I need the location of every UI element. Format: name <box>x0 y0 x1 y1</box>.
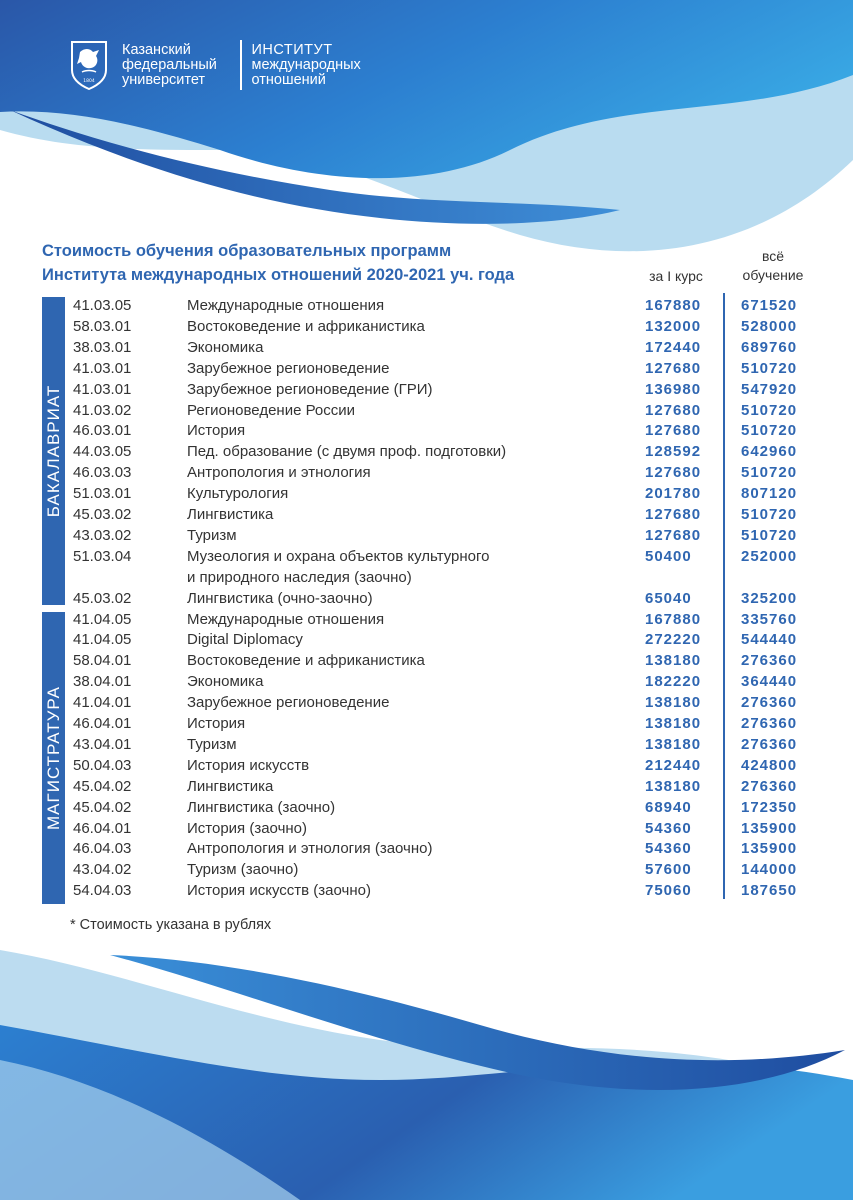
program-name: Пед. образование (с двумя проф. подготовки) <box>187 443 507 461</box>
price-total: 187650 <box>741 882 798 900</box>
university-name <box>122 43 234 88</box>
price-total: 510720 <box>741 422 798 440</box>
footnote: * Стоимость указана в рублях <box>70 917 272 933</box>
price-per-year: 167880 <box>645 610 702 628</box>
program-code: 45.04.02 <box>73 798 132 816</box>
program-code: 50.04.03 <box>73 756 132 774</box>
price-per-year: 128592 <box>645 443 702 461</box>
price-total: 276360 <box>741 715 798 732</box>
program-name: Туризм <box>187 735 237 753</box>
program-name: История (заочно) <box>187 819 307 837</box>
program-code: 41.03.01 <box>73 359 132 377</box>
program-name: Востоковедение и африканистика <box>187 652 425 670</box>
institute-line-3: отношений <box>251 71 326 88</box>
program-code: 46.03.01 <box>73 422 132 440</box>
institute-line-1: ИНСТИТУТ <box>251 41 333 58</box>
price-total: 325200 <box>741 589 798 607</box>
program-name: Регионоведение России <box>187 401 356 419</box>
program-code: 38.03.01 <box>73 338 132 356</box>
price-per-year: 136980 <box>645 380 702 398</box>
program-code: 46.04.03 <box>73 840 132 858</box>
price-per-year: 138180 <box>645 694 702 712</box>
price-total: 671520 <box>741 297 798 314</box>
price-per-year: 127680 <box>645 526 702 544</box>
price-total: 135900 <box>741 840 798 858</box>
section-master-label: МАГИСТРАТУРА <box>43 686 63 830</box>
university-line-3: университет <box>122 71 206 88</box>
program-code: 41.04.05 <box>73 610 132 628</box>
program-code: 43.04.02 <box>73 861 132 879</box>
price-per-year: 127680 <box>645 464 702 482</box>
bottom-wave-background <box>0 930 853 1200</box>
price-total: 172350 <box>741 798 798 816</box>
price-per-year: 201780 <box>645 485 702 503</box>
program-name <box>187 547 490 589</box>
price-per-year: 172440 <box>645 338 702 356</box>
price-per-year: 132000 <box>645 317 702 335</box>
program-name: Международные отношения <box>187 610 385 628</box>
program-code: 43.03.02 <box>73 526 132 544</box>
price-total: 335760 <box>741 610 798 628</box>
institute-name <box>252 43 361 88</box>
program-code: 45.03.02 <box>73 506 132 523</box>
price-per-year: 54360 <box>645 819 692 837</box>
program-code: 41.03.02 <box>73 401 132 419</box>
title-line-2: Института международных отношений 2020-2021 уч. года <box>42 266 515 284</box>
price-per-year: 182220 <box>645 673 702 691</box>
program-name: История искусств (заочно) <box>187 882 371 900</box>
price-total: 544440 <box>741 631 798 649</box>
price-per-year: 57600 <box>645 861 692 879</box>
header-divider <box>240 40 242 90</box>
program-name: Лингвистика <box>187 506 274 523</box>
program-code: 45.03.02 <box>73 589 132 607</box>
price-per-year: 127680 <box>645 422 702 440</box>
price-total: 276360 <box>741 777 798 795</box>
column-header-total-line-1: всё <box>761 248 785 264</box>
price-column-divider <box>723 293 725 899</box>
price-per-year: 75060 <box>645 882 692 900</box>
program-code: 51.03.04 <box>73 547 132 565</box>
price-per-year: 138180 <box>645 652 702 670</box>
price-per-year: 138180 <box>645 735 702 753</box>
program-name: Антропология и этнология (заочно) <box>187 840 433 858</box>
program-code: 41.03.05 <box>73 297 132 314</box>
university-line-2: федеральный <box>122 56 217 73</box>
program-code: 41.04.01 <box>73 694 132 712</box>
program-code: 46.04.01 <box>73 715 132 732</box>
program-name: Антропология и этнология <box>187 464 371 482</box>
price-per-year: 138180 <box>645 715 702 732</box>
program-name: Экономика <box>187 673 264 691</box>
price-total: 807120 <box>741 485 798 503</box>
price-per-year: 212440 <box>645 756 702 774</box>
program-name: Туризм (заочно) <box>187 861 299 879</box>
program-code: 41.03.01 <box>73 380 132 398</box>
program-name: История <box>187 715 246 732</box>
program-name: Востоковедение и африканистика <box>187 317 425 335</box>
price-total: 276360 <box>741 652 798 670</box>
program-name: Зарубежное регионоведение (ГРИ) <box>187 380 433 398</box>
program-name: Международные отношения <box>187 297 385 314</box>
institute-line-2: международных <box>251 56 361 73</box>
program-code: 41.04.05 <box>73 631 132 649</box>
program-name: Зарубежное регионоведение <box>187 694 390 712</box>
price-total: 252000 <box>741 547 798 565</box>
price-total: 689760 <box>741 338 798 356</box>
title-line-1: Стоимость обучения образовательных программ <box>42 242 452 260</box>
university-line-1: Казанский <box>122 41 191 58</box>
price-total: 510720 <box>741 506 798 523</box>
program-name: История <box>187 422 246 440</box>
header <box>66 37 361 93</box>
program-name: Туризм <box>187 526 237 544</box>
column-header-per-year: за I курс <box>649 268 703 284</box>
program-name-line-2: и природного наследия (заочно) <box>187 568 412 586</box>
price-total: 510720 <box>741 401 798 419</box>
logo-year: 1804 <box>83 79 95 84</box>
program-name: Лингвистика <box>187 777 274 795</box>
price-total: 510720 <box>741 464 798 482</box>
section-master-bar <box>42 612 65 904</box>
price-total: 364440 <box>741 673 798 691</box>
price-total: 276360 <box>741 694 798 712</box>
program-code: 58.04.01 <box>73 652 132 670</box>
column-header-total-line-2: обучение <box>742 267 804 283</box>
price-total: 547920 <box>741 380 798 398</box>
program-name: Зарубежное регионоведение <box>187 359 390 377</box>
price-per-year: 127680 <box>645 506 702 523</box>
document-title <box>42 239 514 287</box>
column-header-total <box>730 247 816 285</box>
price-per-year: 65040 <box>645 589 692 607</box>
price-per-year: 68940 <box>645 798 692 816</box>
program-name: Культурология <box>187 485 289 503</box>
program-code: 54.04.03 <box>73 882 132 900</box>
price-total: 528000 <box>741 317 798 335</box>
price-total: 424800 <box>741 756 798 774</box>
price-per-year: 167880 <box>645 297 702 314</box>
price-per-year: 50400 <box>645 547 692 565</box>
program-code: 51.03.01 <box>73 485 132 503</box>
program-code: 43.04.01 <box>73 735 132 753</box>
program-name: Экономика <box>187 338 264 356</box>
program-code: 44.03.05 <box>73 443 132 461</box>
program-name: Лингвистика (заочно) <box>187 798 336 816</box>
price-total: 642960 <box>741 443 798 461</box>
program-name: Лингвистика (очно-заочно) <box>187 589 373 607</box>
price-total: 510720 <box>741 526 798 544</box>
program-code: 45.04.02 <box>73 777 132 795</box>
program-code: 46.04.01 <box>73 819 132 837</box>
kfu-logo-icon <box>66 40 112 90</box>
program-code: 46.03.03 <box>73 464 132 482</box>
program-code: 58.03.01 <box>73 317 132 335</box>
price-per-year: 138180 <box>645 777 702 795</box>
price-total: 510720 <box>741 359 798 377</box>
price-per-year: 54360 <box>645 840 692 858</box>
price-per-year: 272220 <box>645 631 702 649</box>
section-bachelor-label: БАКАЛАВРИАТ <box>43 384 63 518</box>
price-total: 135900 <box>741 819 798 837</box>
price-per-year: 127680 <box>645 401 702 419</box>
program-name: Digital Diplomacy <box>187 631 303 649</box>
program-name-line-1: Музеология и охрана объектов культурного <box>187 547 490 565</box>
price-total: 144000 <box>741 861 798 879</box>
price-total: 276360 <box>741 735 798 753</box>
section-bachelor-bar <box>42 297 65 605</box>
program-name: История искусств <box>187 756 310 774</box>
program-code: 38.04.01 <box>73 673 132 691</box>
price-per-year: 127680 <box>645 359 702 377</box>
